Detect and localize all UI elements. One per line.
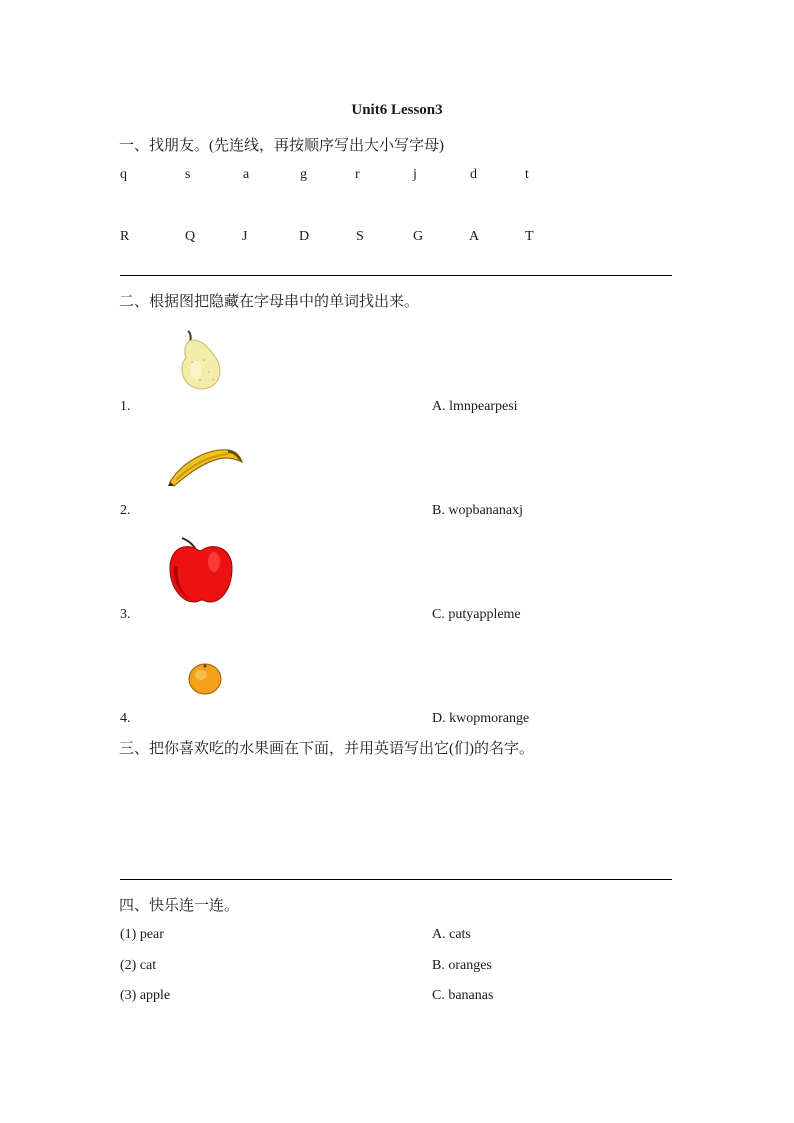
section1-heading: 一、找朋友。(先连线，再按顺序写出大小写字母) <box>119 138 444 154</box>
option-text: A. lmnpearpesi <box>432 399 518 414</box>
uppercase-letter: D <box>299 229 310 244</box>
uppercase-letter: T <box>525 229 534 244</box>
banana-icon <box>166 442 244 488</box>
section4-heading: 四、快乐连一连。 <box>119 898 240 914</box>
match-right-item: A. cats <box>432 927 471 942</box>
lowercase-letter: q <box>120 167 127 182</box>
uppercase-letter: Q <box>185 229 196 244</box>
uppercase-letter: J <box>242 229 248 244</box>
section3-heading: 三、把你喜欢吃的水果画在下面，并用英语写出它(们)的名字。 <box>119 741 534 757</box>
question-number: 1. <box>120 399 131 414</box>
drawing-line <box>120 879 672 880</box>
lowercase-letter: j <box>413 167 417 182</box>
answer-line <box>120 275 672 276</box>
match-right-item: B. oranges <box>432 958 492 973</box>
section2-heading: 二、根据图把隐藏在字母串中的单词找出来。 <box>119 294 420 310</box>
lowercase-letter: s <box>185 167 191 182</box>
apple-icon <box>166 536 234 604</box>
question-number: 3. <box>120 607 131 622</box>
uppercase-letter: R <box>120 229 130 244</box>
uppercase-letter: G <box>413 229 424 244</box>
match-right-item: C. bananas <box>432 988 494 1003</box>
lowercase-letter: r <box>355 167 360 182</box>
pear-icon <box>176 330 228 392</box>
match-left-item: (1) pear <box>120 927 164 942</box>
option-text: B. wopbananaxj <box>432 503 523 518</box>
lowercase-letter: a <box>243 167 250 182</box>
uppercase-letter: A <box>469 229 480 244</box>
question-number: 4. <box>120 711 131 726</box>
question-number: 2. <box>120 503 131 518</box>
match-left-item: (2) cat <box>120 958 157 973</box>
orange-icon <box>187 662 223 696</box>
option-text: C. putyappleme <box>432 607 521 622</box>
lowercase-letter: t <box>525 167 529 182</box>
lowercase-letter: d <box>470 167 477 182</box>
option-text: D. kwopmorange <box>432 711 530 726</box>
page-title: Unit6 Lesson3 <box>351 102 443 118</box>
match-left-item: (3) apple <box>120 988 171 1003</box>
lowercase-letter: g <box>300 167 307 182</box>
uppercase-letter: S <box>356 229 364 244</box>
